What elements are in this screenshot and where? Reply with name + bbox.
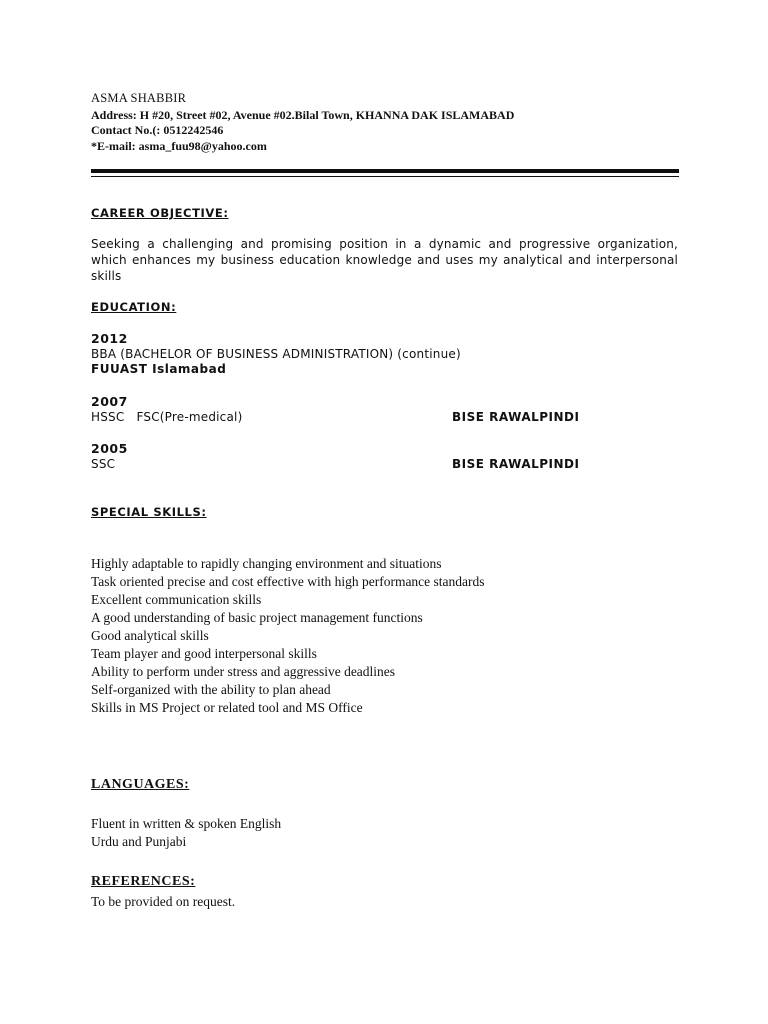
education-degree: HSSC FSC(Pre-medical): [91, 410, 243, 424]
education-board: BISE RAWALPINDI: [452, 410, 580, 424]
header-divider-thin: [91, 176, 679, 177]
education-degree: BBA (BACHELOR OF BUSINESS ADMINISTRATION) (continue): [91, 347, 461, 361]
skill-item: Good analytical skills: [91, 628, 209, 643]
education-board: BISE RAWALPINDI: [452, 457, 580, 471]
languages-list: [91, 815, 281, 851]
language-item: Fluent in written & spoken English: [91, 816, 282, 831]
skill-item: A good understanding of basic project management functions: [91, 610, 423, 625]
skill-item: Skills in MS Project or related tool and MS Office: [91, 700, 363, 715]
languages-heading: LANGUAGES:: [91, 777, 190, 792]
contact-number: Contact No.(: 0512242546: [91, 123, 224, 137]
education-institution: FUUAST Islamabad: [91, 362, 227, 376]
references-text: To be provided on request.: [91, 894, 236, 909]
language-item: Urdu and Punjabi: [91, 834, 187, 849]
education-heading: EDUCATION:: [91, 300, 177, 314]
candidate-name: ASMA SHABBIR: [91, 91, 187, 105]
career-objective-heading: CAREER OBJECTIVE:: [91, 206, 229, 220]
education-year: 2007: [91, 394, 128, 409]
skill-item: Ability to perform under stress and aggressive deadlines: [91, 664, 396, 679]
references-heading: REFERENCES:: [91, 874, 196, 889]
header-divider-thick: [91, 169, 679, 173]
email-address: *E-mail: asma_fuu98@yahoo.com: [91, 139, 267, 153]
skill-item: Excellent communication skills: [91, 592, 262, 607]
skill-item: Team player and good interpersonal skills: [91, 646, 317, 661]
education-year: 2012: [91, 331, 128, 346]
skill-item: Highly adaptable to rapidly changing environment and situations: [91, 556, 442, 571]
address-line: Address: H #20, Street #02, Avenue #02.Bilal Town, KHANNA DAK ISLAMABAD: [91, 108, 515, 122]
special-skills-heading: SPECIAL SKILLS:: [91, 505, 207, 519]
special-skills-list: [91, 555, 485, 717]
education-year: 2005: [91, 441, 128, 456]
skill-item: Self-organized with the ability to plan ahead: [91, 682, 331, 697]
skill-item: Task oriented precise and cost effective with high performance standards: [91, 574, 485, 589]
career-objective-text: Seeking a challenging and promising position in a dynamic and progressive organization, which enhances my business education knowledge and uses my analytical and interpersonal skills: [91, 237, 678, 283]
education-degree: SSC: [91, 457, 116, 471]
